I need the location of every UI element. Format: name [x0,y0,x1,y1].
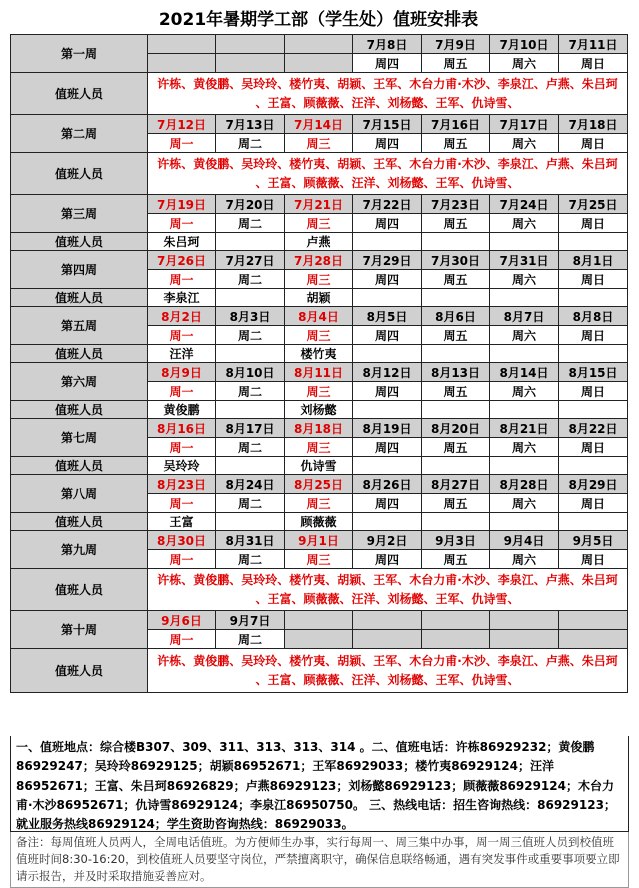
weekday-cell: 周六 [490,494,559,513]
empty-cell [353,289,422,307]
weekday-cell: 周二 [216,326,285,345]
weekday-cell: 周三 [285,134,353,153]
empty-cell [353,401,422,419]
date-cell: 7月29日 [353,251,422,270]
empty-cell [559,289,628,307]
weekday-cell: 周三 [285,270,353,289]
week-label: 第四周 [11,251,148,289]
date-cell: 8月20日 [422,419,490,438]
empty-cell [216,513,285,531]
weekday-cell: 周四 [353,54,422,73]
weekday-cell [353,630,422,649]
weekday-cell: 周一 [148,134,216,153]
weekday-cell: 周三 [285,214,353,233]
duty-label: 值班人员 [11,153,148,195]
empty-cell [353,233,422,251]
date-cell: 7月28日 [285,251,353,270]
duty-label: 值班人员 [11,401,148,419]
weekday-cell: 周六 [490,214,559,233]
empty-cell [490,289,559,307]
weekday-cell: 周日 [559,550,628,569]
date-cell: 8月8日 [559,307,628,326]
weekday-cell: 周五 [422,550,490,569]
weekday-cell: 周二 [216,550,285,569]
duty-label: 值班人员 [11,233,148,251]
duty-label: 值班人员 [11,457,148,475]
weekday-cell: 周五 [422,382,490,401]
weekday-cell: 周四 [353,134,422,153]
date-cell [559,611,628,630]
weekday-cell: 周一 [148,438,216,457]
empty-cell [422,401,490,419]
weekday-cell: 周二 [216,438,285,457]
date-cell: 8月27日 [422,475,490,494]
duty-person: 楼竹夷 [285,345,353,363]
all-staff-line-1: 许栋、黄俊鹏、吴玲玲、楼竹夷、胡颖、王军、木台力甫·木沙、李泉江、卢燕、朱吕珂 [157,156,618,171]
duty-person: 李泉江 [148,289,216,307]
date-cell [353,611,422,630]
date-cell: 8月3日 [216,307,285,326]
date-cell [285,35,353,54]
date-cell: 9月7日 [216,611,285,630]
date-cell: 8月13日 [422,363,490,382]
duty-label: 值班人员 [11,345,148,363]
duty-label: 值班人员 [11,289,148,307]
empty-cell [422,233,490,251]
weekday-cell: 周三 [285,382,353,401]
weekday-cell: 周四 [353,214,422,233]
all-staff-list [148,569,628,611]
weekday-cell: 周一 [148,326,216,345]
date-cell: 7月17日 [490,115,559,134]
weekday-cell: 周三 [285,438,353,457]
weekday-cell: 周二 [216,214,285,233]
week-label: 第三周 [11,195,148,233]
date-cell: 7月14日 [285,115,353,134]
weekday-cell: 周一 [148,494,216,513]
weekday-cell: 周四 [353,550,422,569]
date-cell: 8月25日 [285,475,353,494]
duty-person: 顾薇薇 [285,513,353,531]
weekday-cell: 周一 [148,214,216,233]
all-staff-list [148,649,628,693]
remark-note: 备注：每周值班人员两人，全周电话值班。为方便师生办事，实行每周一、周三集中办事，周一周三值班人员到校值班值班时间8:30-16:20，到校值班人员要坚守岗位，严禁擅离职守，确保信息联络畅通，遇有突发事件或重要事项要立即请示报告，并及时采取措施妥善应对。 [10,832,629,888]
weekday-cell [422,630,490,649]
date-cell: 8月24日 [216,475,285,494]
weekday-cell: 周三 [285,550,353,569]
all-staff-line-1: 许栋、黄俊鹏、吴玲玲、楼竹夷、胡颖、王军、木台力甫·木沙、李泉江、卢燕、朱吕珂 [157,653,618,668]
weekday-cell: 周六 [490,326,559,345]
date-cell: 7月25日 [559,195,628,214]
date-cell: 8月18日 [285,419,353,438]
date-cell [422,611,490,630]
date-cell: 8月7日 [490,307,559,326]
date-cell: 8月31日 [216,531,285,550]
weekday-cell [148,54,216,73]
weekday-cell: 周四 [353,438,422,457]
date-cell: 9月4日 [490,531,559,550]
date-cell: 7月8日 [353,35,422,54]
empty-cell [422,513,490,531]
empty-cell [422,345,490,363]
date-cell: 7月13日 [216,115,285,134]
date-cell: 7月9日 [422,35,490,54]
date-cell: 8月17日 [216,419,285,438]
date-cell: 7月10日 [490,35,559,54]
all-staff-list [148,153,628,195]
weekday-cell: 周六 [490,382,559,401]
duty-label: 值班人员 [11,73,148,115]
date-cell: 8月11日 [285,363,353,382]
date-cell: 9月6日 [148,611,216,630]
empty-cell [216,401,285,419]
weekday-cell: 周六 [490,54,559,73]
empty-cell [422,457,490,475]
date-cell: 8月16日 [148,419,216,438]
date-cell [216,35,285,54]
date-cell: 7月15日 [353,115,422,134]
weekday-cell: 周日 [559,270,628,289]
weekday-cell: 周二 [216,494,285,513]
weekday-cell: 周三 [285,326,353,345]
empty-cell [353,513,422,531]
date-cell: 8月6日 [422,307,490,326]
weekday-cell: 周六 [490,438,559,457]
week-label: 第一周 [11,35,148,73]
weekday-cell: 周三 [285,494,353,513]
all-staff-line-2: 、王富、顾薇薇、汪洋、刘杨懿、王军、仇诗雪、 [255,672,520,687]
date-cell: 8月5日 [353,307,422,326]
date-cell: 9月1日 [285,531,353,550]
date-cell: 8月21日 [490,419,559,438]
schedule-table [10,34,628,693]
date-cell: 9月2日 [353,531,422,550]
date-cell [490,611,559,630]
all-staff-line-1: 许栋、黄俊鹏、吴玲玲、楼竹夷、胡颖、王军、木台力甫·木沙、李泉江、卢燕、朱吕珂 [157,572,618,587]
date-cell: 8月22日 [559,419,628,438]
weekday-cell: 周日 [559,54,628,73]
empty-cell [490,513,559,531]
date-cell: 7月23日 [422,195,490,214]
date-cell: 8月4日 [285,307,353,326]
week-label: 第五周 [11,307,148,345]
weekday-cell [559,630,628,649]
empty-cell [216,289,285,307]
duty-label: 值班人员 [11,649,148,693]
date-cell: 7月20日 [216,195,285,214]
date-cell: 8月1日 [559,251,628,270]
weekday-cell: 周日 [559,382,628,401]
date-cell: 8月10日 [216,363,285,382]
date-cell: 8月26日 [353,475,422,494]
week-label: 第二周 [11,115,148,153]
weekday-cell: 周五 [422,494,490,513]
empty-cell [216,457,285,475]
empty-cell [559,457,628,475]
week-label: 第八周 [11,475,148,513]
date-cell: 8月12日 [353,363,422,382]
weekday-cell: 周五 [422,214,490,233]
date-cell: 7月19日 [148,195,216,214]
weekday-cell: 周四 [353,494,422,513]
duty-person: 汪洋 [148,345,216,363]
weekday-cell: 周四 [353,270,422,289]
weekday-cell: 周五 [422,326,490,345]
date-cell [148,35,216,54]
weekday-cell: 周一 [148,270,216,289]
all-staff-list [148,73,628,115]
duty-person: 吴玲玲 [148,457,216,475]
weekday-cell: 周一 [148,550,216,569]
all-staff-line-1: 许栋、黄俊鹏、吴玲玲、楼竹夷、胡颖、王军、木台力甫·木沙、李泉江、卢燕、朱吕珂 [157,76,618,91]
date-cell: 8月28日 [490,475,559,494]
weekday-cell [285,54,353,73]
date-cell: 7月18日 [559,115,628,134]
empty-cell [353,345,422,363]
empty-cell [353,457,422,475]
weekday-cell: 周二 [216,382,285,401]
date-cell: 7月31日 [490,251,559,270]
weekday-cell: 周日 [559,494,628,513]
date-cell: 8月2日 [148,307,216,326]
date-cell: 8月19日 [353,419,422,438]
weekday-cell: 周日 [559,134,628,153]
weekday-cell [285,630,353,649]
weekday-cell: 周二 [216,270,285,289]
empty-cell [559,233,628,251]
weekday-cell: 周五 [422,270,490,289]
date-cell: 9月5日 [559,531,628,550]
empty-cell [559,401,628,419]
date-cell: 7月11日 [559,35,628,54]
empty-cell [422,289,490,307]
empty-cell [490,401,559,419]
weekday-cell [490,630,559,649]
duty-info: 一、值班地点：综合楼B307、309、311、313、313、314 。二、值班电话：许栋86929232；黄俊鹏86929247；吴玲玲86929125；胡颖86952671；王军86929033；楼竹夷86929124；汪洋86952671；王富、朱吕珂86926829；卢燕86929123；刘杨懿86929123；顾薇薇86929124；木台力甫·木沙86952671；仇诗雪86929124；李泉江86950750。 三、热线电话：招生咨询热线：86929123；就业服务热线86929124；学生资助咨询热线：86929033。 [10,736,629,832]
date-cell: 7月24日 [490,195,559,214]
weekday-cell: 周五 [422,438,490,457]
duty-person: 王富 [148,513,216,531]
date-cell: 8月14日 [490,363,559,382]
date-cell: 8月23日 [148,475,216,494]
duty-label: 值班人员 [11,513,148,531]
date-cell: 8月15日 [559,363,628,382]
duty-person: 刘杨懿 [285,401,353,419]
date-cell [285,611,353,630]
duty-person: 黄俊鹏 [148,401,216,419]
week-label: 第七周 [11,419,148,457]
date-cell: 8月29日 [559,475,628,494]
date-cell: 7月27日 [216,251,285,270]
weekday-cell: 周日 [559,438,628,457]
duty-label: 值班人员 [11,569,148,611]
weekday-cell: 周六 [490,550,559,569]
weekday-cell: 周一 [148,382,216,401]
weekday-cell: 周二 [216,134,285,153]
date-cell: 7月30日 [422,251,490,270]
duty-person: 朱吕珂 [148,233,216,251]
empty-cell [559,513,628,531]
date-cell: 7月26日 [148,251,216,270]
weekday-cell: 周六 [490,270,559,289]
empty-cell [490,457,559,475]
duty-person: 胡颖 [285,289,353,307]
duty-person: 卢燕 [285,233,353,251]
empty-cell [216,345,285,363]
date-cell: 8月30日 [148,531,216,550]
all-staff-line-2: 、王富、顾薇薇、汪洋、刘杨懿、王军、仇诗雪、 [255,95,520,110]
empty-cell [490,345,559,363]
weekday-cell: 周五 [422,134,490,153]
weekday-cell: 周四 [353,382,422,401]
empty-cell [216,233,285,251]
weekday-cell: 周日 [559,326,628,345]
week-label: 第九周 [11,531,148,569]
weekday-cell: 周二 [216,630,285,649]
duty-person: 仇诗雪 [285,457,353,475]
all-staff-line-2: 、王富、顾薇薇、汪洋、刘杨懿、王军、仇诗雪、 [255,175,520,190]
weekday-cell: 周一 [148,630,216,649]
date-cell: 9月3日 [422,531,490,550]
empty-cell [559,345,628,363]
week-label: 第六周 [11,363,148,401]
weekday-cell: 周日 [559,214,628,233]
weekday-cell: 周六 [490,134,559,153]
date-cell: 7月21日 [285,195,353,214]
week-label: 第十周 [11,611,148,649]
date-cell: 7月22日 [353,195,422,214]
date-cell: 8月9日 [148,363,216,382]
page-title: 2021年暑期学工部（学生处）值班安排表 [158,10,479,30]
weekday-cell: 周四 [353,326,422,345]
empty-cell [490,233,559,251]
weekday-cell: 周五 [422,54,490,73]
date-cell: 7月12日 [148,115,216,134]
weekday-cell [216,54,285,73]
date-cell: 7月16日 [422,115,490,134]
all-staff-line-2: 、王富、顾薇薇、汪洋、刘杨懿、王军、仇诗雪、 [255,591,520,606]
